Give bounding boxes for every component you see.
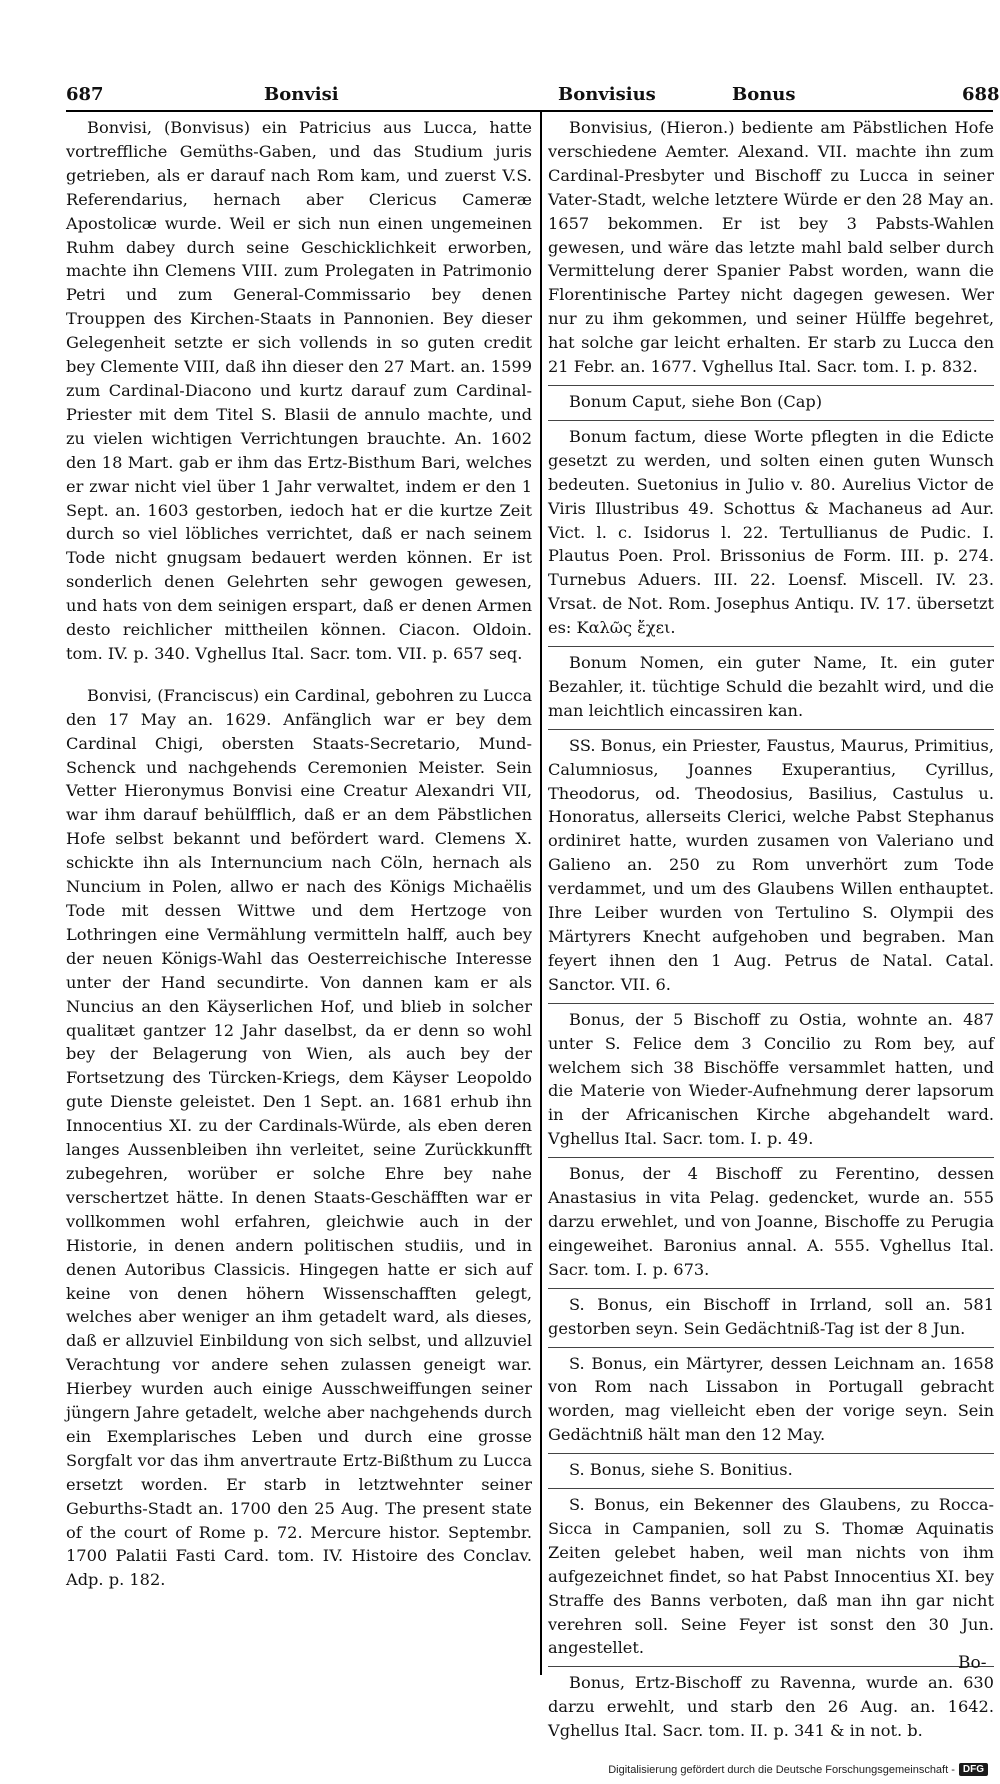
left-running-title: Bonvisi <box>264 84 339 105</box>
catchword: Bo- <box>958 1653 987 1673</box>
entry-bonvisi-1: Bonvisi, (Bonvisus) ein Patricius aus Lucca, hatte vortreffliche Gemüths-Gaben, und das Studium juris getrieben, als er darauf nach Rom kam, und zuerst V.S. Referendarius, hernach aber Clericus Cameræ Apostolicæ wurde. Weil er sich nun einen ungemeinen Ruhm dabey durch seine Geschicklichkeit erworben, machte ihn Clemens VIII. zum Prolegaten in Patrimonio Petri und zum General-Commissario bey denen Trouppen des Kirchen-Staats in Pannonien. Bey dieser Gelegenheit setzte er sich vollends in so guten credit bey Clemente VIII, daß ihn dieser den 27 Mart. an. 1599 zum Cardinal-Diacono und kurtz darauf zum Cardinal-Priester mit dem Titel S. Blasii de annulo machte, und zu vielen wichtigen Verrichtungen brauchte. An. 1602 den 18 Mart. gab er ihm das Ertz-Bisthum Bari, welches er zwar nicht viel über 1 Jahr verwaltet, indem er den 1 Sept. an. 1603 gestorben, iedoch hat er die kurtze Zeit durch so viel löbliches verrichtet, daß er nach seinem Tode nicht gnugsam bedauert werden können. Er ist sonderlich denen Gelehrten sehr gewogen gewesen, und hats von dem seinigen erspart, daß er denen Armen desto reichlicher mittheilen können. Ciacon. Oldoin. tom. IV. p. 340. Vghellus Ital. Sacr. tom. VII. p. 657 seq. <box>66 118 532 663</box>
column-divider <box>540 110 542 1675</box>
left-column <box>66 116 532 1592</box>
entry-bonus-ferentino: Bonus, der 4 Bischoff zu Ferentino, dessen Anastasius in vita Pelag. gedencket, wurde an. 555 darzu erwehlet, und von Joanne, Bischoffe zu Perugia eingeweihet. Baronius annal. A. 555. Vghellus Ital. Sacr. tom. I. p. 673. <box>548 1157 994 1282</box>
entry-bonvisi-franciscus: Bonvisi, (Franciscus) ein Cardinal, gebohren zu Lucca den 17 May an. 1629. Anfänglich war er bey dem Cardinal Chigi, obersten Staats-Secretario, Mund-Schenck und nachgehends Ceremonien Meister. Sein Vetter Hieronymus Bonvisi eine Creatur Alexandri VII, war ihm darauf behülfflich, daß er an dem Päbstlichen Hofe selbst bekannt und befördert ward. Clemens X. schickte ihn als Internuncium nach Cöln, hernach als Nuncium in Polen, allwo er nach des Königs Michaëlis Tode mit dessen Wittwe und dem Hertzoge von Lothringen eine Vermählung vermitteln halff, auch bey der neuen Königs-Wahl das Oesterreichische Interesse unter der Hand secundirte. Von dannen kam er als Nuncius an den Käyserlichen Hof, und blieb in solcher qualitæt gantzer 12 Jahr daselbst, da er denn so wohl bey der Belagerung von Wien, als auch bey der Fortsetzung des Türcken-Kriegs, dem Käyser Leopoldo gute Dienste geleistet. Den 1 Sept. an. 1681 erhub ihn Innocentius XI. zu der Cardinals-Würde, als eben deren langes Aussenbleiben ihn verleitet, seine Zurückkunfft zubegehren, worüber er solche Ehre bey nahe verschertzet hätte. In denen Staats-Geschäfften war er vollkommen wohl erfahren, gleichwie auch in der Historie, in denen andern politischen studiis, und in denen Autoribus Classicis. Hingegen hatte er sich auf keine von denen höhern Wissenschafften gelegt, welches aber weniger an ihm getadelt ward, als dieses, daß er allzuviel Einbildung von sich selbst, und allzuviel Verachtung vor andere sehen zulassen geneigt war. Hierbey wurden auch einige Ausschweiffungen seiner jüngern Jahre getadelt, welche aber nachgehends durch ein Exemplarisches Leben und durch eine grosse Sorgfalt vor das ihm anvertraute Ertz-Bißthum zu Lucca ersetzt worden. Er starb in letztwehnter seiner Geburths-Stadt an. 1700 den 25 Aug. The present state of the court of Rome p. 72. Mercure histor. Septembr. 1700 Palatii Fasti Card. tom. IV. Histoire des Conclav. Adp. p. 182. <box>66 685 532 1590</box>
entry-bonvisius-hieron: Bonvisius, (Hieron.) bediente am Päbstlichen Hofe verschiedene Aemter. Alexand. VII. machte ihn zum Cardinal-Presbyter und Bischoff zu Lucca in seiner Vater-Stadt, welche letztere Würde er den 28 May an. 1657 bekommen. Er ist bey 3 Pabsts-Wahlen gewesen, und wäre das letzte mahl bald selber durch Vermittelung derer Spanier Pabst worden, wann die Florentinische Partey nicht dagegen gewesen. Wer nur zu ihm gekommen, und seiner Hülffe begehret, hat solche gar leicht erhalten. Er starb zu Lucca den 21 Febr. an. 1677. Vghellus Ital. Sacr. tom. I. p. 832. <box>548 118 994 377</box>
page-header <box>66 84 1000 110</box>
entry-s-bonus-martyrer: S. Bonus, ein Märtyrer, dessen Leichnam an. 1658 von Rom nach Lissabon in Portugall gebracht worden, mag vielleicht eben der vorige seyn. Sein Gedächtniß hält man den 12 May. <box>548 1347 994 1448</box>
entry-bonum-caput: Bonum Caput, siehe Bon (Cap) <box>548 385 994 414</box>
entry-bonus-ravenna: Bonus, Ertz-Bischoff zu Ravenna, wurde an. 630 darzu erwehlt, und starb den 26 Aug. an. 1642. Vghellus Ital. Sacr. tom. II. p. 341 & in not. b. <box>548 1666 994 1743</box>
entry-s-bonus-irrland: S. Bonus, ein Bischoff in Irrland, soll an. 581 gestorben seyn. Sein Gedächtniß-Tag ist der 8 Jun. <box>548 1288 994 1341</box>
dfg-logo: DFG <box>959 1763 988 1776</box>
entry-bonum-factum: Bonum factum, diese Worte pflegten in die Edicte gesetzt zu werden, und solten einen guten Wunsch bedeuten. Suetonius in Julio v. 80. Aurelius Victor de Viris Illustribus 49. Schottus & Machaneus ad Aur. Vict. l. c. Isidorus l. 22. Tertullianus de Pudic. I. Plautus Poen. Prol. Brissonius de Form. III. p. 274. Turnebus Aduers. III. 22. Loensf. Miscell. IV. 23. Vrsat. de Not. Rom. Josephus Antiqu. IV. 17. übersetzt es: Καλῶς ἔχει. <box>548 420 994 640</box>
entry-bonus-ostia: Bonus, der 5 Bischoff zu Ostia, wohnte an. 487 unter S. Felice dem 3 Concilio zu Rom bey, auf welchem sich 38 Bischöffe versammlet hatten, und die Materie von Wieder-Aufnehmung derer lapsorum in der Africanischen Kirche abgehandelt ward. Vghellus Ital. Sacr. tom. I. p. 49. <box>548 1003 994 1151</box>
entry-ss-bonus: SS. Bonus, ein Priester, Faustus, Maurus, Primitius, Calumniosus, Joannes Exuperantius, Cyrillus, Theodorus, od. Theodosius, Basilius, Castulus u. Honoratus, allerseits Clerici, welche Pabst Stephanus ordiniret hatte, wurden zusamen von Valeriano und Galieno an. 250 zu Rom unverhört zum Tode verdammet, und um des Glaubens Willen enthauptet. Ihre Leiber wurden von Tertulino S. Olympii des Märtyrers Knecht aufgehoben und begraben. Man feyert ihnen den 1 Aug. Petrus de Natal. Catal. Sanctor. VII. 6. <box>548 729 994 997</box>
entry-s-bonus-bonitius: S. Bonus, siehe S. Bonitius. <box>548 1453 994 1482</box>
left-page-number: 687 <box>66 84 104 105</box>
right-column <box>548 116 994 1743</box>
right-running-title-2: Bonus <box>732 84 796 105</box>
digitization-footer <box>608 1763 988 1776</box>
right-running-title-1: Bonvisius <box>558 84 656 105</box>
right-page-number: 688 <box>962 84 1000 105</box>
header-rule <box>66 110 993 112</box>
entry-bonum-nomen: Bonum Nomen, ein guter Name, It. ein guter Bezahler, it. tüchtige Schuld die bezahlt wird, und die man leichtlich eincassiren kan. <box>548 646 994 723</box>
entry-s-bonus-bekenner: S. Bonus, ein Bekenner des Glaubens, zu Rocca-Sicca in Campanien, soll zu S. Thomæ Aquinatis Zeiten gelebet haben, weil man nichts von ihm aufgezeichnet findet, so hat Pabst Innocentius XI. bey Straffe des Banns verboten, daß man ihn gar nicht verehren soll. Seine Feyer ist sonst den 30 Jun. angestellet. <box>548 1488 994 1660</box>
footer-text: Digitalisierung gefördert durch die Deutsche Forschungsgemeinschaft - <box>608 1763 955 1776</box>
